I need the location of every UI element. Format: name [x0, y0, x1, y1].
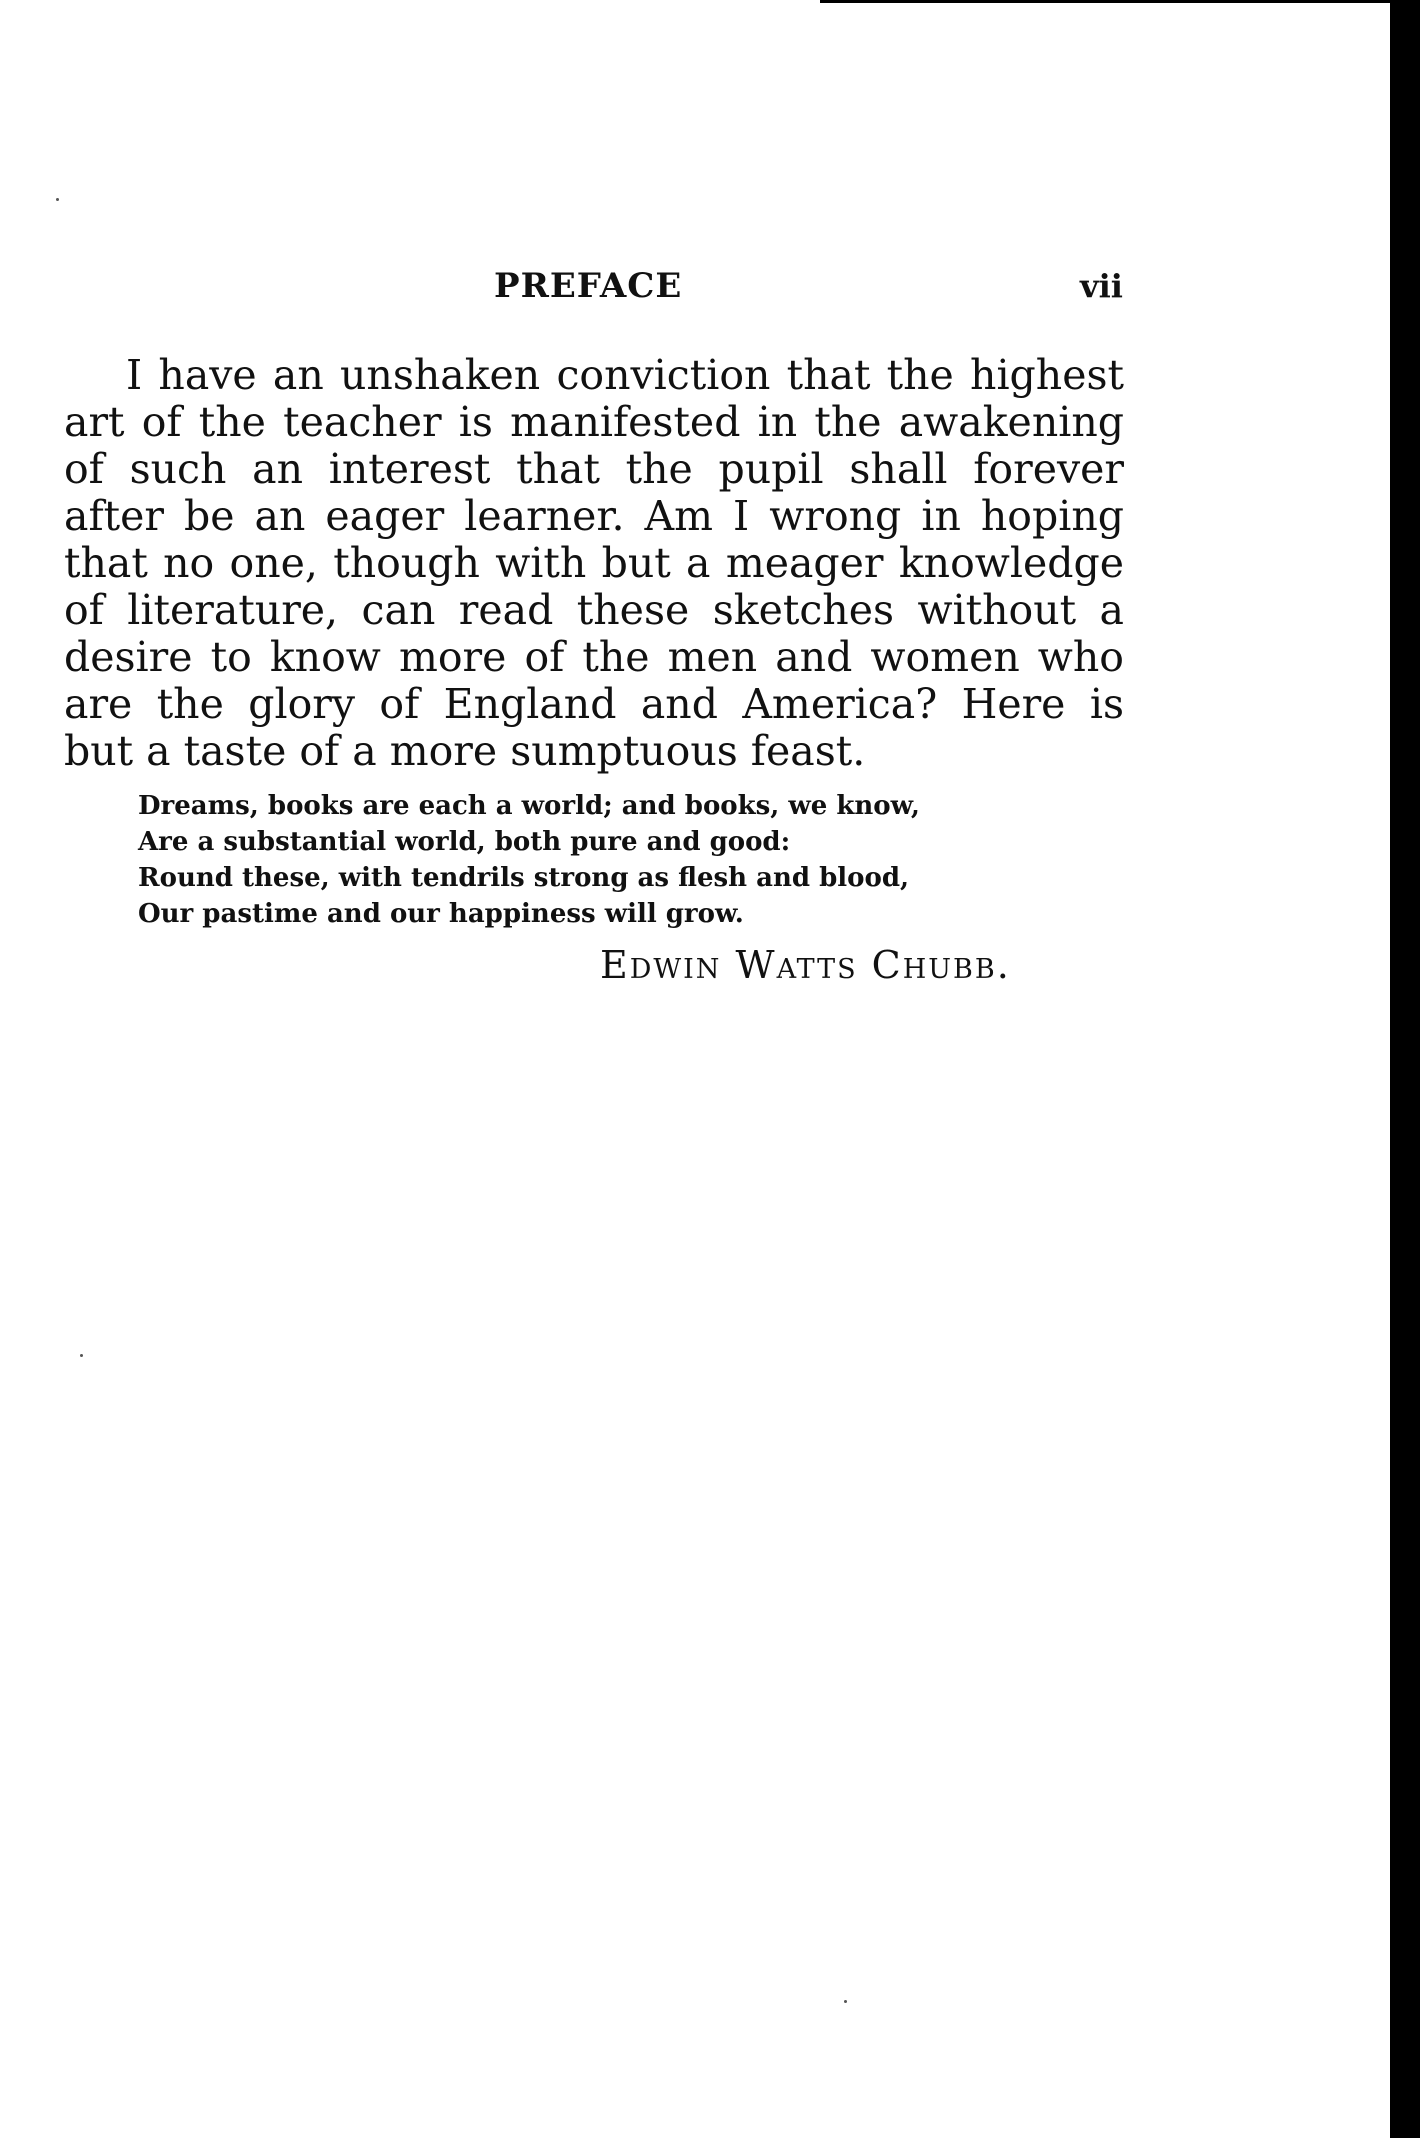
verse-line: Our pastime and our happiness will grow.: [138, 899, 744, 929]
running-head: PREFACE: [494, 266, 683, 306]
paragraph-line: but a taste of a more sumptuous feast.: [64, 727, 866, 775]
paragraph-line: are the glory of England and America? Here is: [64, 680, 1124, 728]
paragraph-line: of literature, can read these sketches without a: [64, 586, 1124, 634]
verse-quotation: [138, 788, 920, 932]
scan-speck: [80, 1354, 83, 1357]
paragraph-line: desire to know more of the men and women who: [64, 633, 1124, 681]
scan-top-edge: [820, 0, 1390, 3]
scan-right-edge: [1390, 0, 1420, 2138]
scan-speck: [56, 198, 59, 201]
paragraph-line: of such an interest that the pupil shall forever: [64, 445, 1124, 493]
paragraph-line: that no one, though with but a meager knowledge: [64, 539, 1124, 587]
page-number: vii: [1080, 267, 1123, 305]
preface-paragraph: [64, 352, 1124, 775]
paragraph-line: art of the teacher is manifested in the awakening: [64, 398, 1124, 446]
verse-line: Are a substantial world, both pure and good:: [138, 827, 791, 857]
verse-line: Dreams, books are each a world; and books, we know,: [138, 791, 920, 821]
scan-speck: [844, 2000, 847, 2003]
paragraph-line: after be an eager learner. Am I wrong in hoping: [64, 492, 1124, 540]
author-signature: Edwin Watts Chubb.: [600, 943, 1011, 987]
verse-line: Round these, with tendrils strong as flesh and blood,: [138, 863, 910, 893]
paragraph-line: I have an unshaken conviction that the highest: [126, 351, 1124, 399]
